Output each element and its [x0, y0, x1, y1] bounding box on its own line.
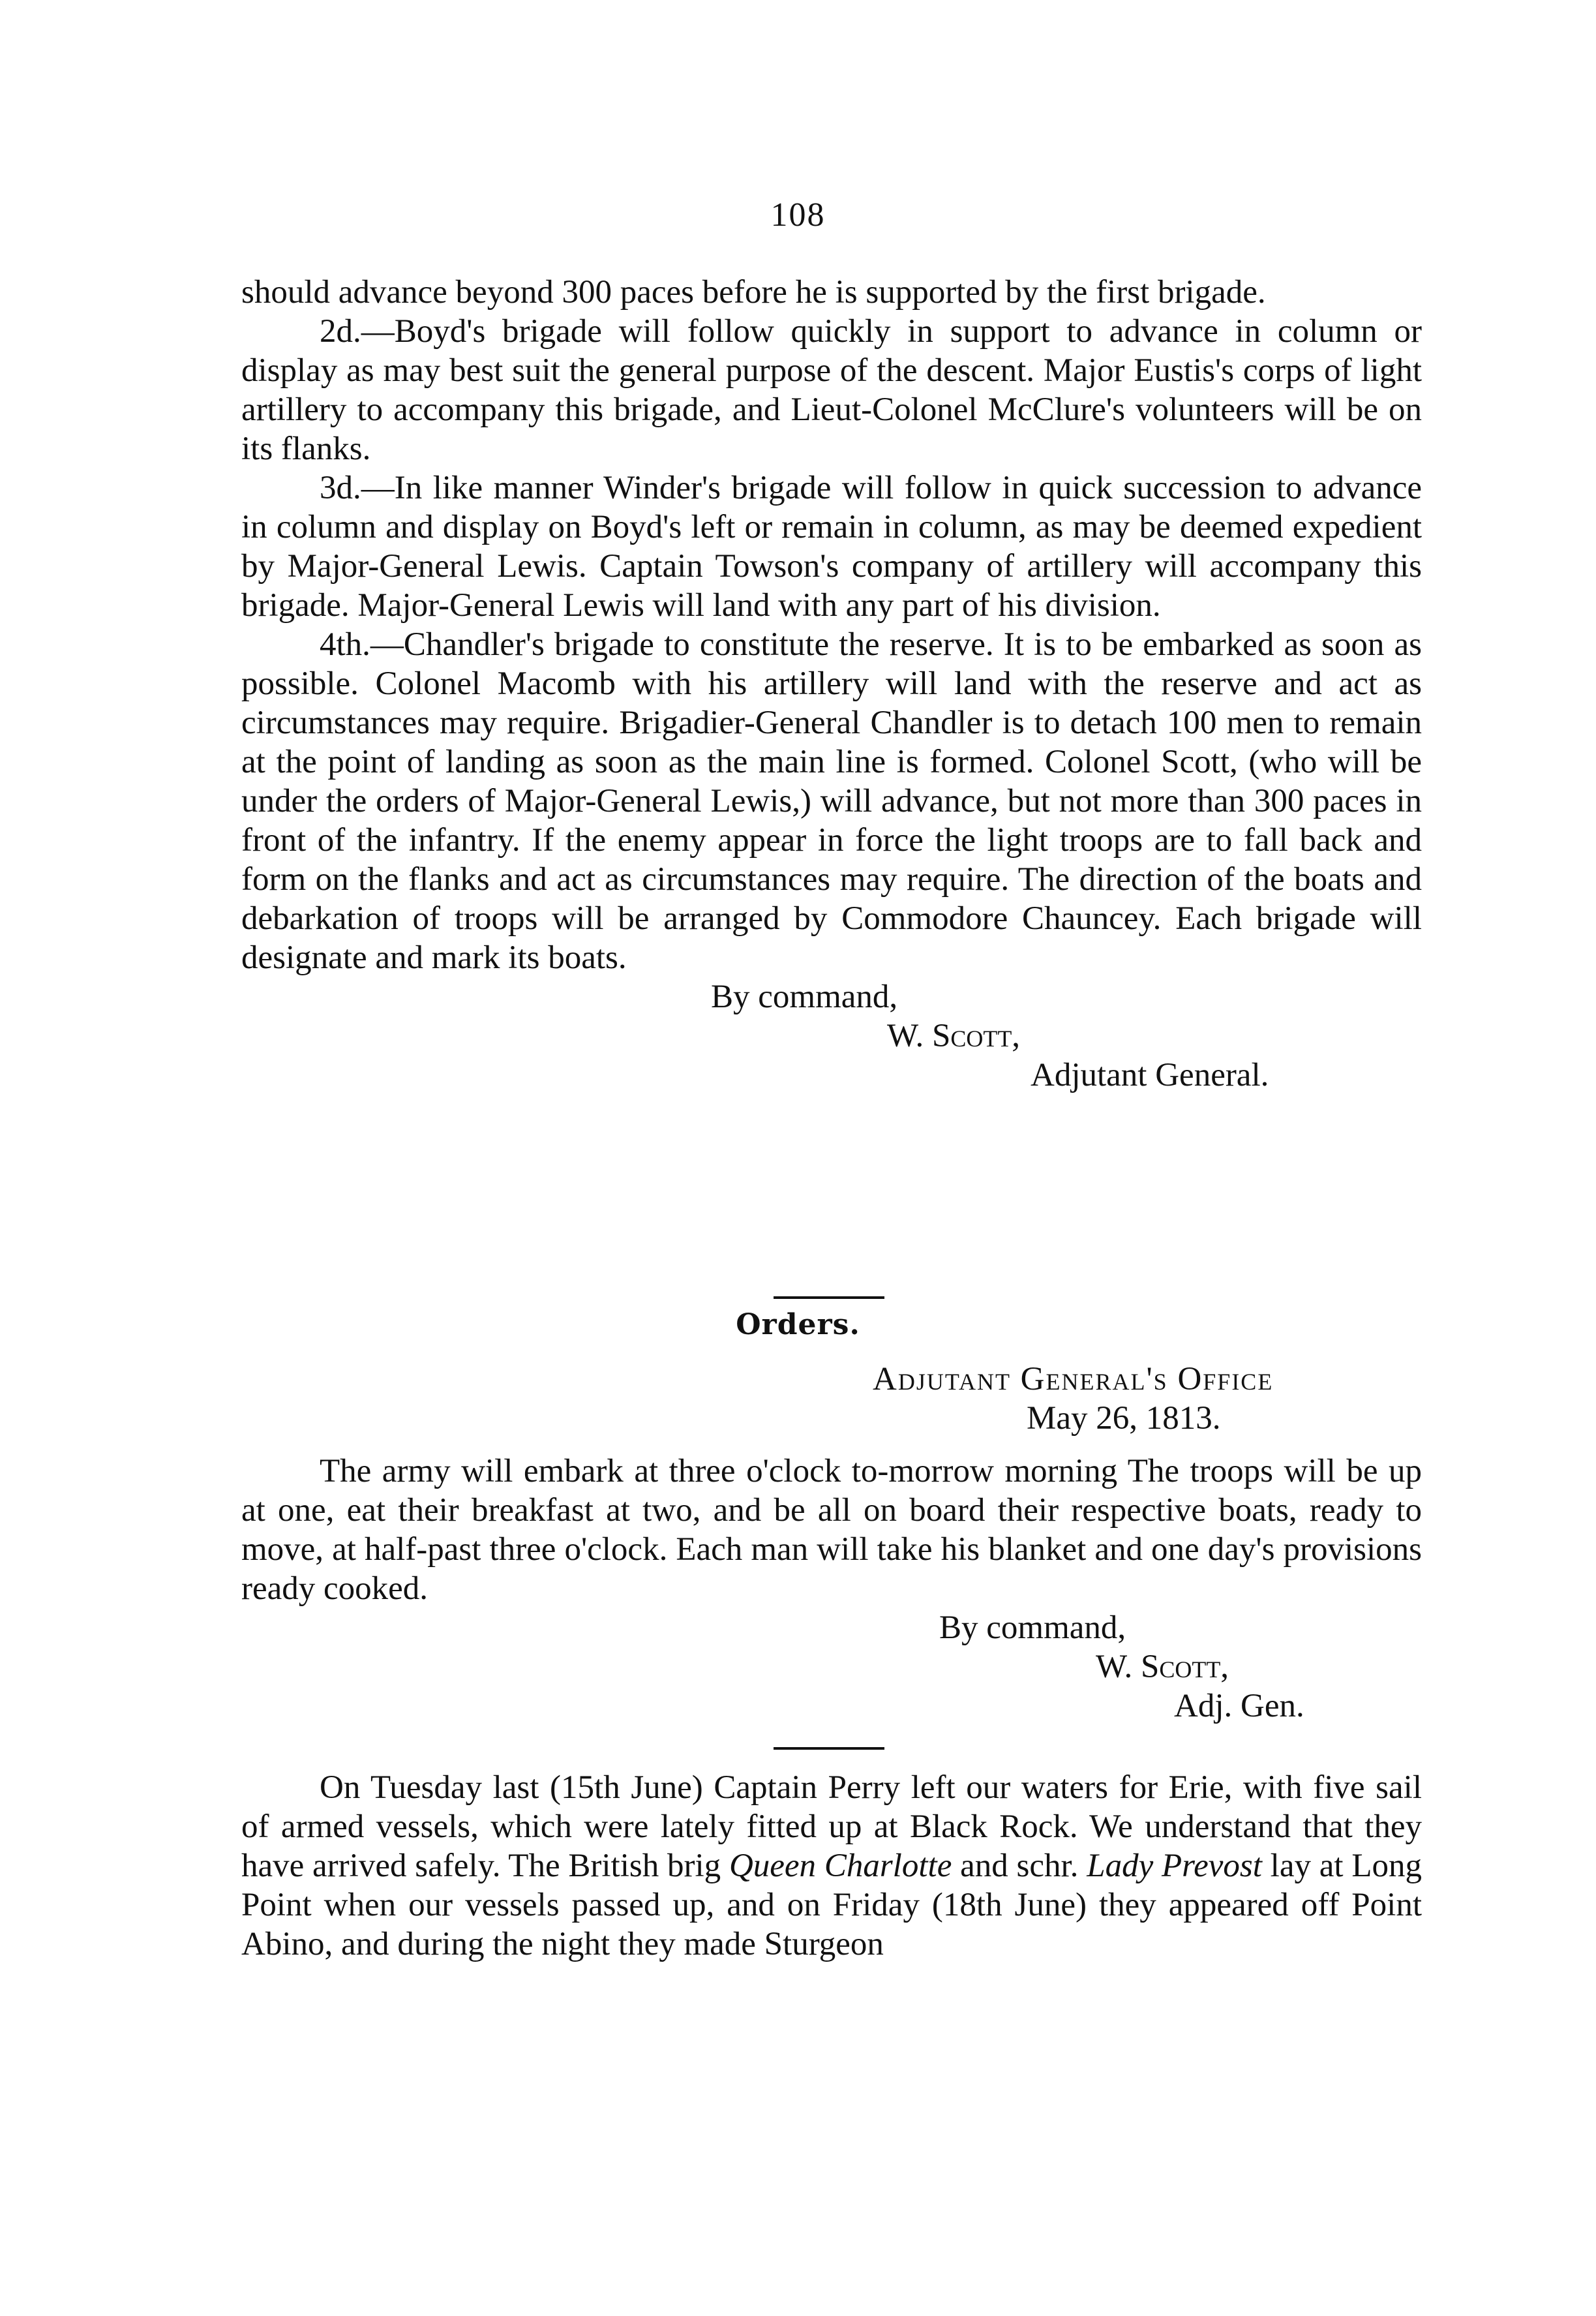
office-line: Adjutant General's Office	[873, 1361, 1274, 1397]
paragraph-reserve: 4th.—Chandler's brigade to constitute the reserve. It is to be embarked as soon as possible. Colonel Macomb with his artillery will land with the reserve and act as circumstances may require. Brigadier-General Chandler is to detach 100 men to remain at the point of landing as soon as the main line is formed. Colonel Scott, (who will be under the orders of Major-General Lewis,) will advance, but not more than 300 paces in front of the infantry. If the enemy appear in force the light troops are to fall back and form on the flanks and act as circumstances may require. The direction of the boats and debarkation of troops will be arranged by Commodore Chauncey. Each brigade will designate and mark its boats.	[241, 626, 1422, 976]
paragraph-perry-part-3: lay at Long Point when our vessels passed up, and on Friday (18th June) they appeared off Point Abino, and during the night they made Sturgeon	[241, 1848, 1422, 1962]
paragraph-second-brigade: 2d.—Boyd's brigade will follow quickly in support to advance in column or display as may best suit the general purpose of the descent. Major Eustis's corps of light artillery to accompany this brigade, and Lieut-Colonel McClure's volunteers will be on its flanks.	[241, 313, 1422, 467]
paragraph-third-brigade: 3d.—In like manner Winder's brigade will follow in quick succession to advance in column and display on Boyd's left or remain in column, as may be deemed expedient by Major-General Lewis. Captain Towson's company of artillery will accompany this brigade. Major-General Lewis will land with any part of his division.	[241, 470, 1422, 624]
paragraph-perry-part-1: On Tuesday last (15th June) Captain Perry left our waters for Erie, with five sail of armed vessels, which were lately fitted up at Black Rock. We understand that they have arrived safely. The British brig	[241, 1769, 1422, 1884]
orders-heading: Orders.	[736, 1308, 860, 1341]
paragraph-embark: The army will embark at three o'clock to-morrow morning The troops will be up at one, eat their breakfast at two, and be all on board their respective boats, ready to move, at half-past three o'clock. Each man will take his blanket and one day's provisions ready cooked.	[241, 1453, 1422, 1607]
section-divider-2	[774, 1747, 884, 1750]
ship-name-lady-prevost: Lady Prevost	[1087, 1848, 1262, 1884]
paragraph-perry-part-2: and schr.	[952, 1848, 1087, 1884]
paragraph-continued: should advance beyond 300 paces before he is supported by the first brigade.	[241, 274, 1266, 311]
ship-name-queen-charlotte: Queen Charlotte	[729, 1848, 952, 1884]
section-divider	[774, 1296, 884, 1299]
signature-title-2: Adj. Gen.	[1174, 1688, 1304, 1724]
paragraph-perry	[241, 1768, 1422, 1964]
date-line: May 26, 1813.	[1027, 1400, 1221, 1437]
news-section	[241, 1768, 1422, 1964]
signature-by-command-2: By command,	[939, 1609, 1126, 1646]
order-section-continued	[241, 273, 1422, 1095]
signature-title: Adjutant General.	[1031, 1057, 1269, 1093]
signature-name-2: W. Scott,	[1096, 1649, 1229, 1685]
orders-body	[241, 1452, 1422, 1726]
page-number: 108	[770, 196, 826, 234]
signature-name: W. Scott,	[887, 1018, 1021, 1054]
signature-by-command: By command,	[711, 979, 898, 1015]
